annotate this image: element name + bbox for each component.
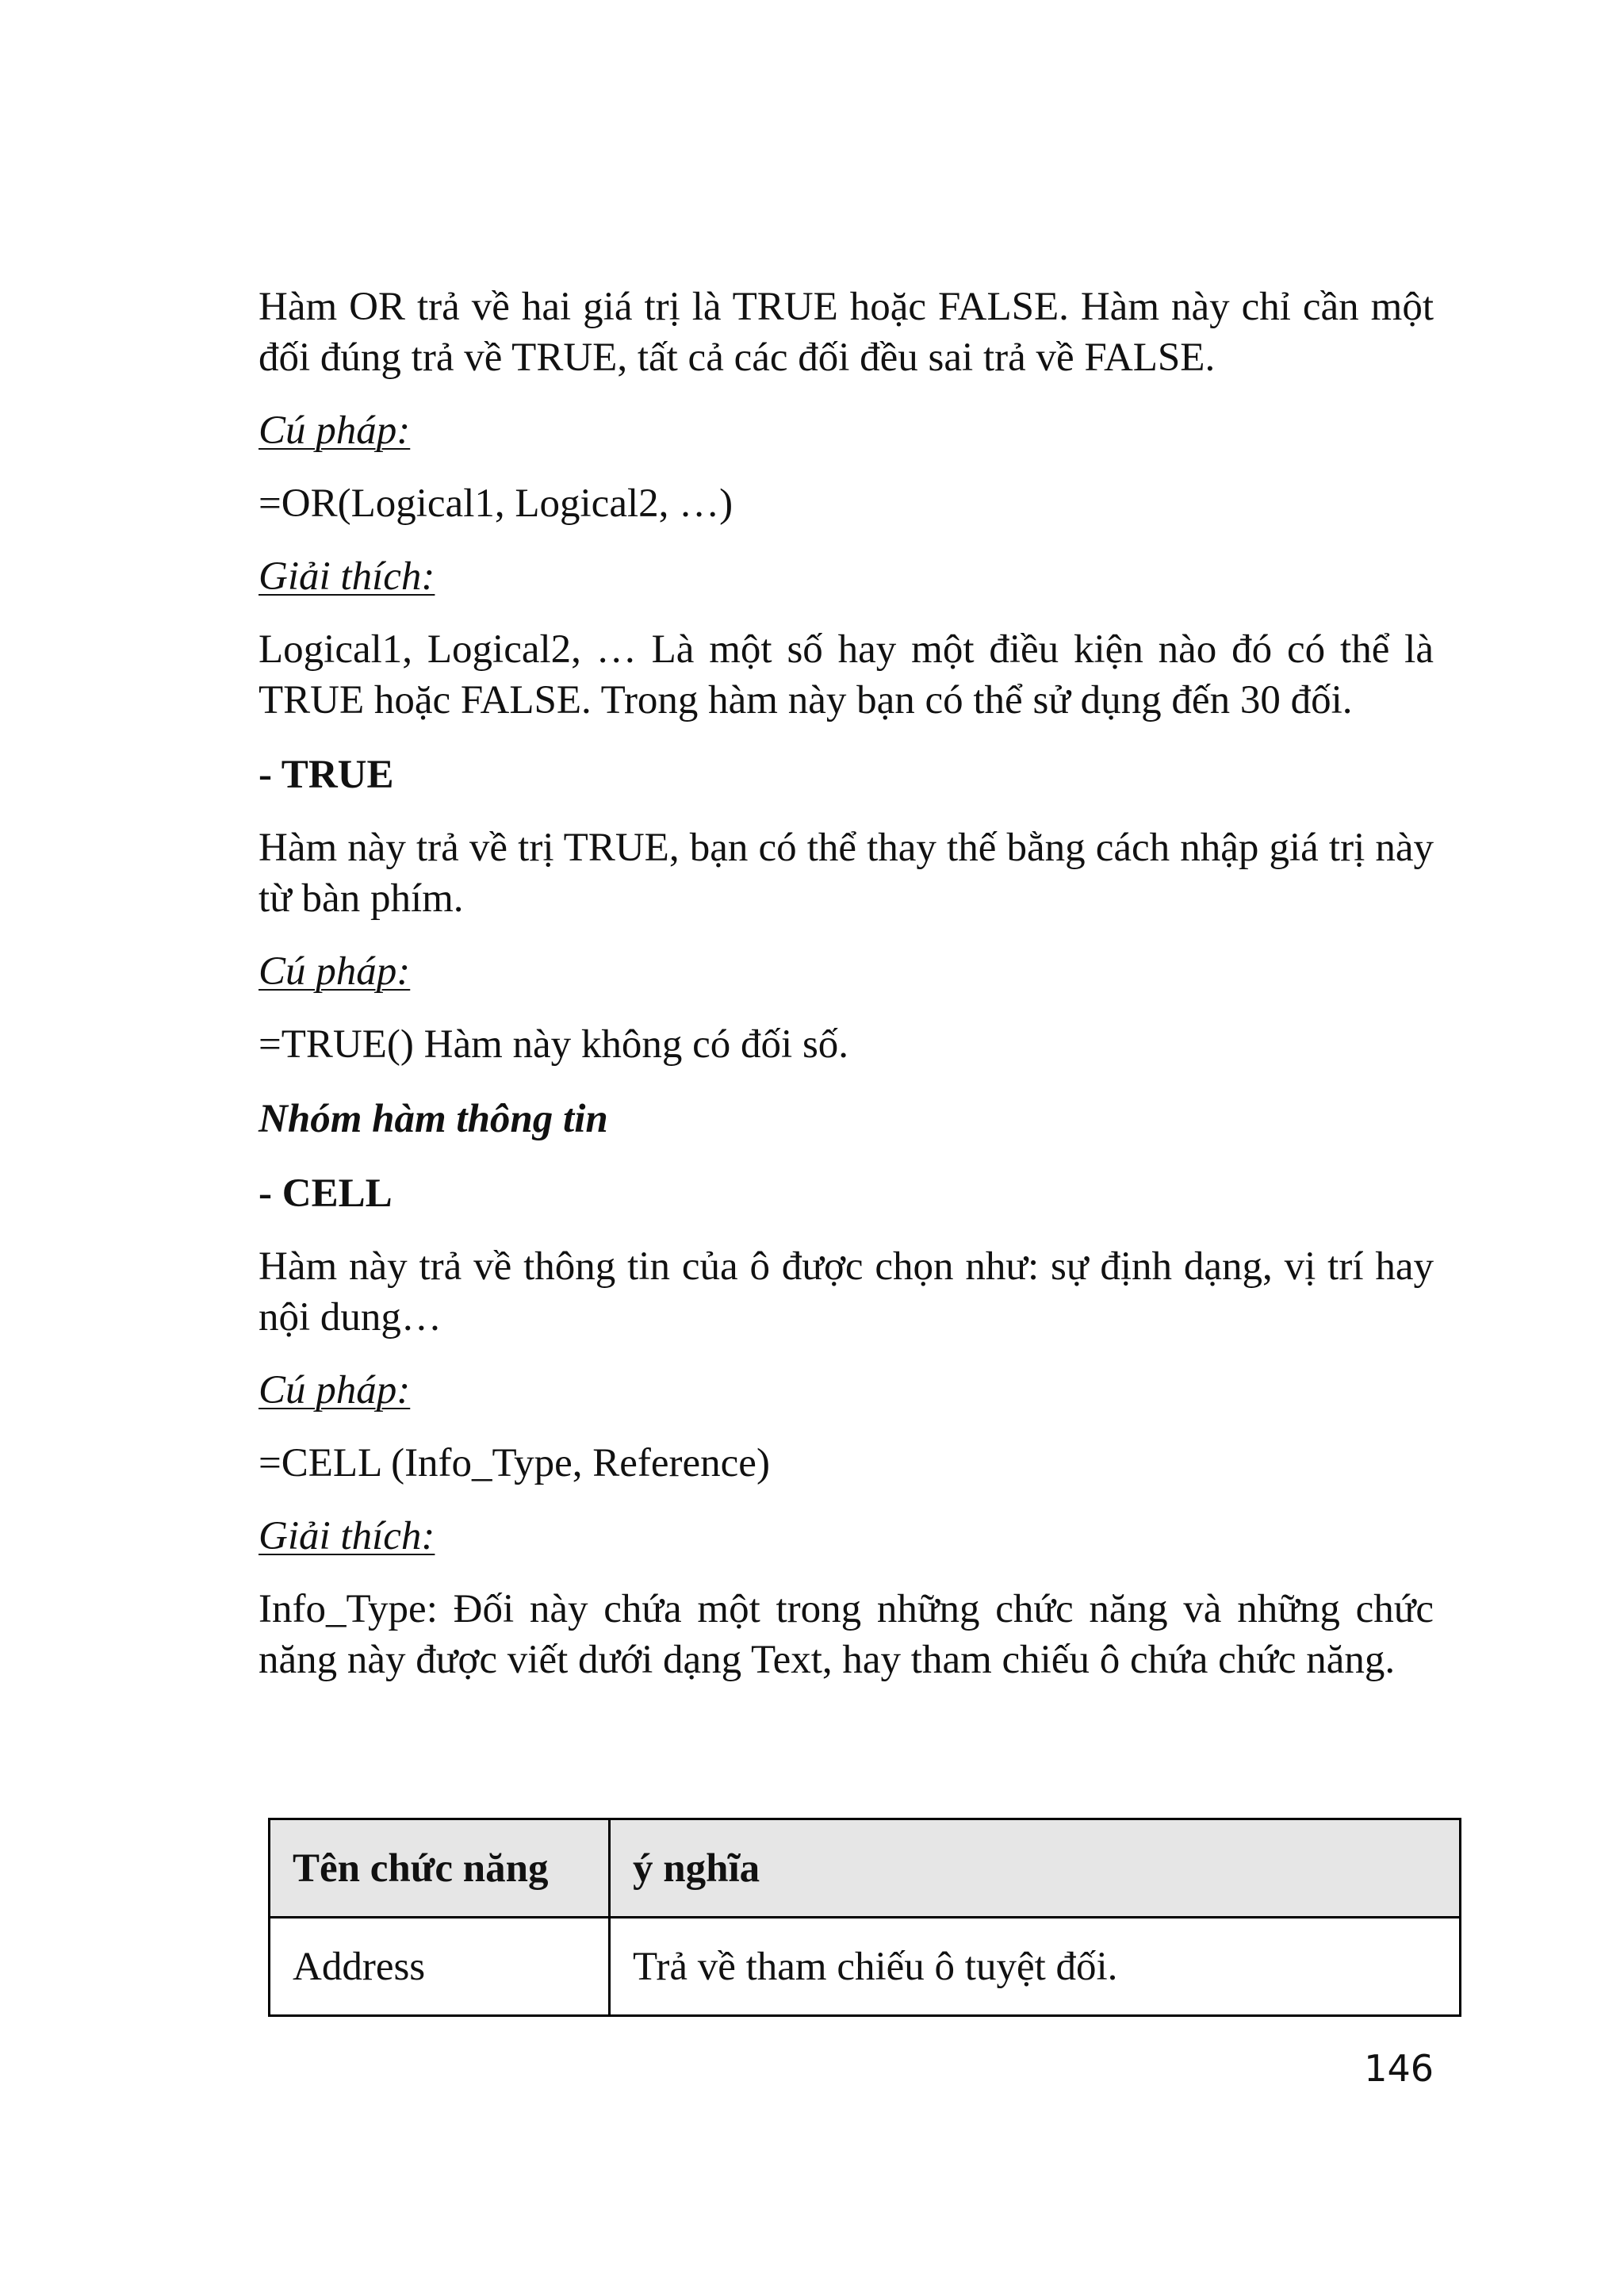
- page-body: [259, 282, 1434, 1685]
- paragraph-cell-description: Hàm này trả về thông tin của ô được chọn như: sự định dạng, vị trí hay nội dung…: [259, 1244, 1434, 1340]
- paragraph-logical-explanation: Logical1, Logical2, … Là một số hay một điều kiện nào đó có thể là TRUE hoặc FALSE. Trong hàm này bạn có thể sử dụng đến 30 đối.: [259, 627, 1434, 723]
- explanation-label: Giải thích:: [259, 1514, 435, 1558]
- syntax-true: =TRUE() Hàm này không có đối số.: [259, 1022, 849, 1067]
- syntax-or: =OR(Logical1, Logical2, …): [259, 481, 733, 526]
- explanation-label: Giải thích:: [259, 554, 435, 599]
- table-header-function-name: Tên chức năng: [270, 1819, 610, 1918]
- table-cell-meaning: Trả về tham chiếu ô tuyệt đối.: [610, 1918, 1461, 2016]
- paragraph-true-description: Hàm này trả về trị TRUE, bạn có thể thay thế bằng cách nhập giá trị này từ bàn phím.: [259, 826, 1434, 921]
- table-row: [270, 1918, 1461, 2016]
- paragraph-or-description: Hàm OR trả về hai giá trị là TRUE hoặc FALSE. Hàm này chỉ cần một đối đúng trả về TRUE, tất cả các đối đều sai trả về FALSE.: [259, 285, 1434, 380]
- table-header-meaning: ý nghĩa: [610, 1819, 1461, 1918]
- table-cell-function-name: Address: [270, 1918, 610, 2016]
- page-number: 146: [1364, 2047, 1434, 2090]
- syntax-label: Cú pháp:: [259, 408, 411, 453]
- table-header-row: [270, 1819, 1461, 1918]
- syntax-label: Cú pháp:: [259, 949, 411, 994]
- heading-true: - TRUE: [259, 753, 394, 797]
- group-heading-info-functions: Nhóm hàm thông tin: [259, 1097, 608, 1141]
- paragraph-info-type-explanation: Info_Type: Đối này chứa một trong những chức năng và những chức năng này được viết dưới dạng Text, hay tham chiếu ô chứa chức năng.: [259, 1587, 1434, 1682]
- syntax-cell: =CELL (Info_Type, Reference): [259, 1441, 770, 1485]
- info-type-table: [268, 1818, 1461, 2017]
- syntax-label: Cú pháp:: [259, 1368, 411, 1412]
- heading-cell: - CELL: [259, 1171, 393, 1216]
